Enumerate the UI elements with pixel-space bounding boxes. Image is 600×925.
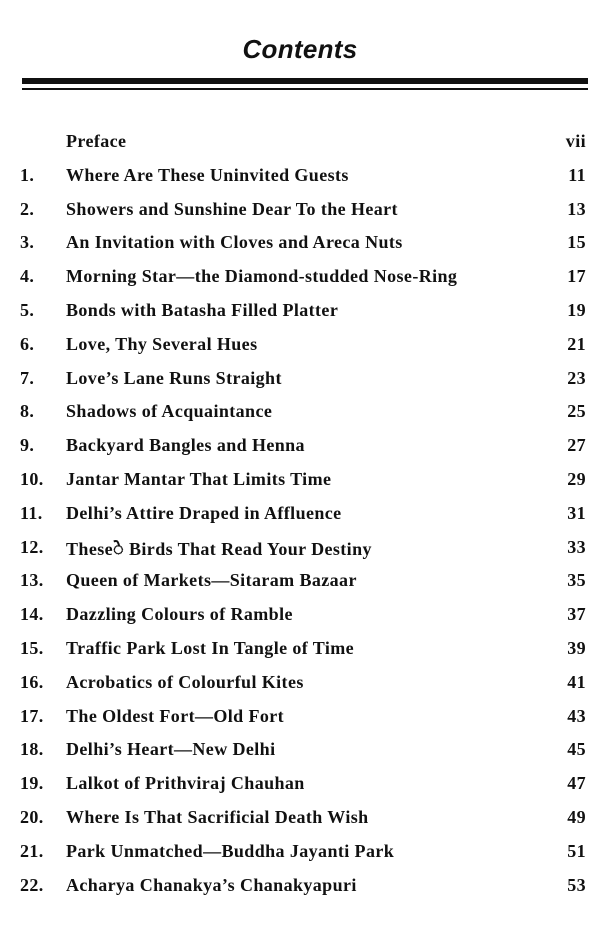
toc-entry-title: Lalkot of Prithviraj Chauhan	[66, 773, 305, 794]
toc-entry	[0, 871, 600, 905]
toc-entry	[0, 735, 600, 769]
toc-entry-page: 37	[567, 604, 586, 625]
toc-entry-title: Morning Star—the Diamond-studded Nose-Ring	[66, 266, 458, 287]
toc-entry-number: 15.	[20, 637, 44, 658]
toc-entry	[0, 803, 600, 837]
toc-entry	[0, 262, 600, 296]
toc-entry-page: 45	[567, 739, 586, 760]
toc-entry-number: 13.	[20, 570, 44, 591]
toc-entry	[0, 769, 600, 803]
toc-entry-number: 1.	[20, 164, 35, 185]
toc-entry-title: Delhi’s Attire Draped in Affluence	[66, 502, 342, 523]
toc-entry-title: Showers and Sunshine Dear To the Heart	[66, 198, 398, 219]
toc-entry-number: 16.	[20, 671, 44, 692]
toc-entry	[0, 161, 600, 195]
toc-entry-page: 33	[567, 536, 586, 557]
toc-entry-number: 10.	[20, 468, 44, 489]
title-rule-thin	[22, 88, 588, 90]
toc-entry-number: 20.	[20, 806, 44, 827]
toc-entry-title: Theseे Birds That Read Your Destiny	[66, 538, 372, 559]
toc-entry-page: vii	[565, 131, 586, 151]
toc-entry	[0, 465, 600, 499]
toc-entry-title: Where Is That Sacrificial Death Wish	[66, 806, 369, 827]
toc-entry-title: Love’s Lane Runs Straight	[66, 367, 282, 388]
toc-entry-page: 29	[567, 468, 586, 489]
toc-entry-title: The Oldest Fort—Old Fort	[66, 705, 285, 726]
toc-entry-title: Shadows of Acquaintance	[66, 401, 273, 422]
toc-entry-number: 14.	[20, 604, 44, 625]
toc-entry-page: 47	[567, 773, 586, 794]
toc-entry-number: 4.	[20, 266, 35, 287]
toc-entry-page: 31	[567, 502, 586, 523]
toc-entry-page: 49	[567, 806, 586, 827]
toc-entry	[0, 533, 600, 567]
toc-entry	[0, 296, 600, 330]
toc-entry-page: 19	[567, 299, 586, 320]
toc-entry-number: 5.	[20, 299, 35, 320]
toc-entry-number: 8.	[20, 401, 35, 422]
toc-entry-title: Acharya Chanakya’s Chanakyapuri	[66, 874, 357, 895]
toc-entry-number: 11.	[20, 502, 43, 523]
toc-entry-number: 19.	[20, 773, 44, 794]
toc-entry-number: 21.	[20, 840, 44, 861]
toc-entry-title: Backyard Bangles and Henna	[66, 435, 305, 456]
toc-entry-title: Where Are These Uninvited Guests	[66, 164, 349, 185]
toc-entry-page: 43	[567, 705, 586, 726]
toc-entry	[0, 364, 600, 398]
toc-entry-title: Delhi’s Heart—New Delhi	[66, 739, 276, 760]
toc-entry-title: Dazzling Colours of Ramble	[66, 604, 293, 625]
toc-entry	[0, 600, 600, 634]
toc-entry	[0, 702, 600, 736]
toc-entry	[0, 397, 600, 431]
toc-entry-page: 35	[567, 570, 586, 591]
toc-entry	[0, 499, 600, 533]
toc-entry-page: 13	[567, 198, 586, 219]
toc-entry-title: Preface	[66, 131, 127, 151]
toc-entry-title: An Invitation with Cloves and Areca Nuts	[66, 232, 403, 253]
toc-entry	[0, 127, 600, 161]
toc-entry-number: 3.	[20, 232, 35, 253]
toc-entry-title: Acrobatics of Colourful Kites	[66, 671, 304, 692]
toc-entry-title: Bonds with Batasha Filled Platter	[66, 299, 339, 320]
toc-entry-number: 6.	[20, 333, 35, 354]
toc-entry-number: 9.	[20, 435, 35, 456]
toc-entry-number: 17.	[20, 705, 44, 726]
toc-entry-number: 7.	[20, 367, 35, 388]
toc-entry	[0, 431, 600, 465]
toc-entry-page: 23	[567, 367, 586, 388]
toc-entry	[0, 195, 600, 229]
page-title: Contents	[242, 34, 358, 64]
table-of-contents	[0, 127, 600, 904]
toc-entry	[0, 330, 600, 364]
toc-entry-page: 51	[567, 840, 586, 861]
toc-entry-page: 17	[567, 266, 586, 287]
toc-entry-page: 41	[567, 671, 586, 692]
toc-entry	[0, 566, 600, 600]
toc-entry-page: 27	[567, 435, 586, 456]
toc-entry	[0, 668, 600, 702]
toc-entry-page: 11	[568, 164, 586, 185]
toc-entry-page: 15	[567, 232, 586, 253]
toc-entry-title: Traffic Park Lost In Tangle of Time	[66, 637, 355, 658]
toc-entry	[0, 837, 600, 871]
toc-entry-title: Park Unmatched—Buddha Jayanti Park	[66, 840, 395, 861]
toc-entry	[0, 228, 600, 262]
toc-entry-number: 12.	[20, 536, 44, 557]
toc-entry-page: 53	[567, 874, 586, 895]
toc-entry-number: 22.	[20, 874, 44, 895]
toc-entry-title: Love, Thy Several Hues	[66, 333, 258, 354]
toc-entry-page: 21	[567, 333, 586, 354]
toc-entry-number: 18.	[20, 739, 44, 760]
toc-entry-number: 2.	[20, 198, 35, 219]
toc-entry-page: 25	[567, 401, 586, 422]
toc-entry-title: Queen of Markets—Sitaram Bazaar	[66, 570, 357, 591]
title-rule-thick	[22, 78, 588, 84]
toc-entry-title: Jantar Mantar That Limits Time	[66, 468, 332, 489]
toc-entry	[0, 634, 600, 668]
toc-entry-page: 39	[567, 637, 586, 658]
